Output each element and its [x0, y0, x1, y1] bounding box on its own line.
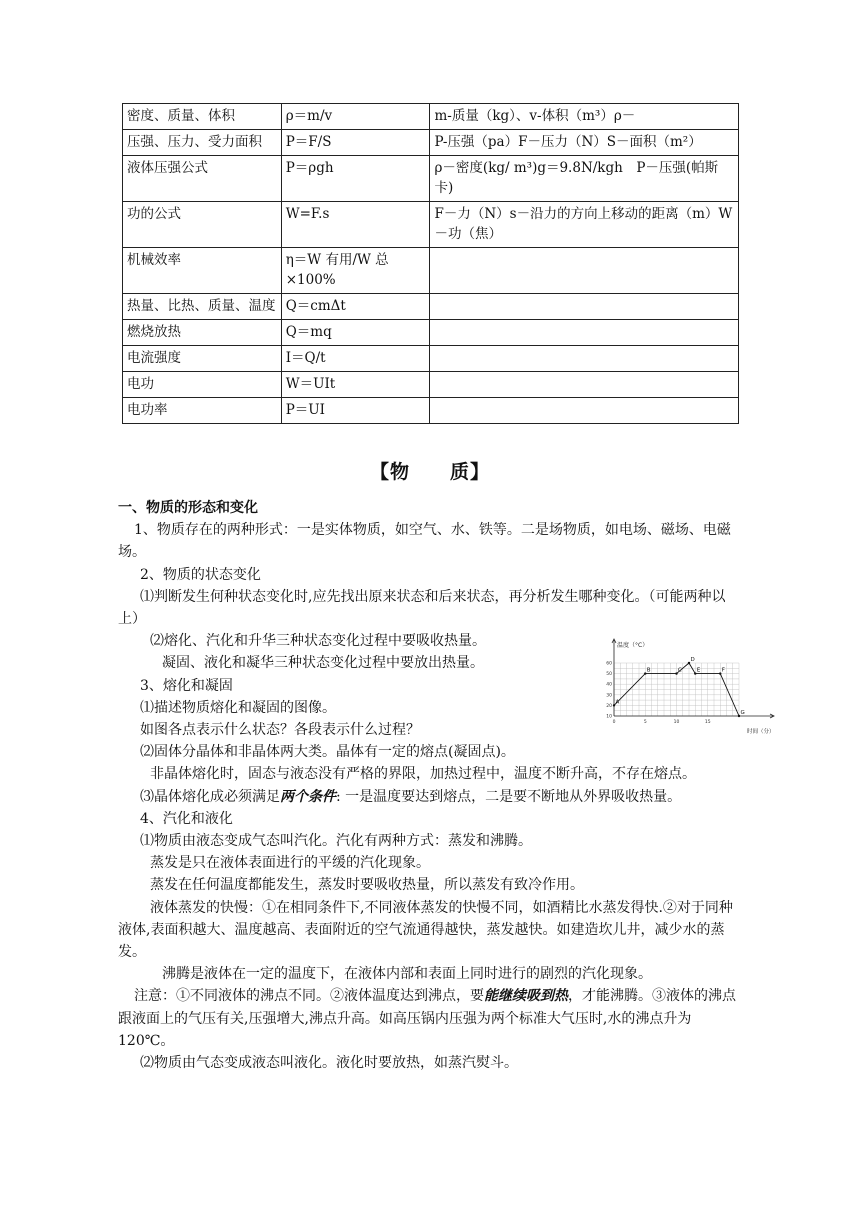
emphasis-text: 两个条件 [280, 788, 336, 805]
y-tick-label: 30 [606, 693, 612, 699]
formula-row [123, 104, 739, 130]
point-label: B [646, 667, 651, 674]
formula-row [123, 156, 739, 202]
quantity-name-cell: 燃烧放热 [123, 320, 282, 346]
paragraph: ⑵物质由气态变成液态叫液化。液化时要放热，如蒸汽熨斗。 [140, 1055, 518, 1072]
x-tick-label: 10 [673, 720, 680, 725]
quantity-name-cell: 电功 [123, 372, 282, 398]
point-label: G [740, 710, 745, 716]
point-label: A [615, 699, 620, 706]
formula-cell: η＝W 有用/W 总×100% [281, 248, 430, 294]
notes-cell [430, 294, 739, 320]
paragraph: 如图各点表示什么状态？各段表示什么过程？ [140, 722, 420, 739]
point-label: D [690, 657, 695, 663]
formula-cell: W=F.s [281, 202, 430, 248]
paragraph: 3、熔化和凝固 [140, 677, 233, 694]
y-tick-label: 10 [606, 714, 612, 720]
formula-row [123, 248, 739, 294]
point-label: E [696, 667, 701, 674]
x-tick-label: 0 [612, 720, 616, 725]
body-text [118, 497, 740, 1074]
melting-curve-chart [602, 636, 782, 740]
y-tick-label: 50 [606, 672, 612, 678]
notes-cell [430, 248, 739, 294]
paragraph: 液体蒸发的快慢：①在相同条件下,不同液体蒸发的快慢不同，如酒精比水蒸发得快.②对于同种液体,表面积越大、温度越高、表面附近的空气流通得越快，蒸发越快。如建造坎儿井，减少水的蒸发。 [118, 899, 733, 961]
paragraph: 蒸发在任何温度都能发生，蒸发时要吸收热量，所以蒸发有致冷作用。 [150, 877, 584, 894]
notes-cell [430, 398, 739, 424]
paragraph [118, 985, 740, 1052]
quantity-name-cell: 液体压强公式 [123, 156, 282, 202]
formula-cell: P＝ρgh [281, 156, 430, 202]
paragraph: ⑴描述物质熔化和凝固的图像。 [140, 699, 336, 716]
text-run: 注意：①不同液体的沸点不同。②液体温度达到沸点，要 [134, 988, 484, 1005]
notes-cell: F－力（N）s－沿力的方向上移动的距离（m）W－功（焦） [430, 202, 739, 248]
point-label: F [721, 667, 725, 674]
notes-cell: m-质量（kg）、v-体积（m³）ρ－ [430, 104, 739, 130]
notes-cell: P-压强（pa）F－压力（N）S－面积（m²） [430, 130, 739, 156]
paragraph: 蒸发是只在液体表面进行的平缓的汽化现象。 [150, 855, 430, 872]
paragraph: ⑴判断发生何种状态变化时,应先找出原来状态和后来状态，再分析发生哪种变化。（可能两种以上） [118, 588, 726, 628]
x-axis-title: 时间（分） [747, 729, 775, 735]
quantity-name-cell: 电流强度 [123, 346, 282, 372]
formula-cell: ρ＝m/v [281, 104, 430, 130]
text-run: ⑶晶体熔化成必须满足 [140, 788, 280, 805]
quantity-name-cell: 功的公式 [123, 202, 282, 248]
quantity-name-cell: 机械效率 [123, 248, 282, 294]
notes-cell [430, 372, 739, 398]
paragraph: 非晶体熔化时，固态与液态没有严格的界限，加热过程中，温度不断升高，不存在熔点。 [150, 766, 696, 783]
formula-row [123, 346, 739, 372]
paragraph: ⑵固体分晶体和非晶体两大类。晶体有一定的熔点(凝固点)。 [140, 744, 515, 761]
y-axis-title: 温度（°C） [617, 642, 649, 649]
formula-cell: I＝Q/t [281, 346, 430, 372]
quantity-name-cell: 热量、比热、质量、温度 [123, 294, 282, 320]
paragraph: 2、物质的状态变化 [140, 566, 261, 583]
formula-cell: Q＝cmΔt [281, 294, 430, 320]
paragraph [118, 786, 740, 808]
formula-row [123, 320, 739, 346]
formula-row [123, 398, 739, 424]
paragraph: 沸腾是液体在一定的温度下，在液体内部和表面上同时进行的剧烈的汽化现象。 [162, 966, 652, 983]
x-tick-label: 5 [643, 720, 647, 725]
quantity-name-cell: 压强、压力、受力面积 [123, 130, 282, 156]
formula-cell: P＝UI [281, 398, 430, 424]
x-tick-label: 15 [704, 720, 711, 725]
formula-cell: P＝F/S [281, 130, 430, 156]
notes-cell: ρ－密度(kg/ m³)g＝9.8N/kgh P－压强(帕斯卡) [430, 156, 739, 202]
paragraph: ⑴物质由液态变成气态叫汽化。汽化有两种方式：蒸发和沸腾。 [140, 833, 532, 850]
formula-row [123, 294, 739, 320]
formula-row [123, 130, 739, 156]
notes-cell [430, 346, 739, 372]
formula-row [123, 202, 739, 248]
heading-states-and-changes: 一、物质的形态和变化 [118, 500, 258, 516]
formula-table [122, 103, 739, 424]
y-tick-label: 20 [606, 703, 612, 709]
formula-row [123, 372, 739, 398]
y-tick-label: 60 [606, 661, 612, 667]
emphasis-text: 能继续吸到热 [484, 988, 568, 1005]
formula-cell: Q＝mq [281, 320, 430, 346]
paragraph: 1、物质存在的两种形式：一是实体物质，如空气、水、铁等。二是场物质，如电场、磁场、电磁场。 [118, 522, 731, 561]
paragraph: 凝固、液化和凝华三种状态变化过程中要放出热量。 [162, 655, 484, 672]
formula-cell: W＝UIt [281, 372, 430, 398]
text-run: : 一是温度要达到熔点，二是要不断地从外界吸收热量。 [336, 788, 682, 805]
point-label: C [678, 667, 682, 674]
y-tick-label: 40 [606, 682, 612, 688]
quantity-name-cell: 电功率 [123, 398, 282, 424]
text-run: ，才能沸腾。③液体的沸点跟液面上的气压有关,压强增大,沸点升高。如高压锅内压强为两个标准大气压时,水的沸点升为120℃。 [118, 988, 736, 1049]
section-title: 【物 质】 [369, 461, 490, 483]
paragraph: 4、汽化和液化 [140, 810, 233, 827]
paragraph: ⑵熔化、汽化和升华三种状态变化过程中要吸收热量。 [150, 633, 486, 650]
quantity-name-cell: 密度、质量、体积 [123, 104, 282, 130]
notes-cell [430, 320, 739, 346]
